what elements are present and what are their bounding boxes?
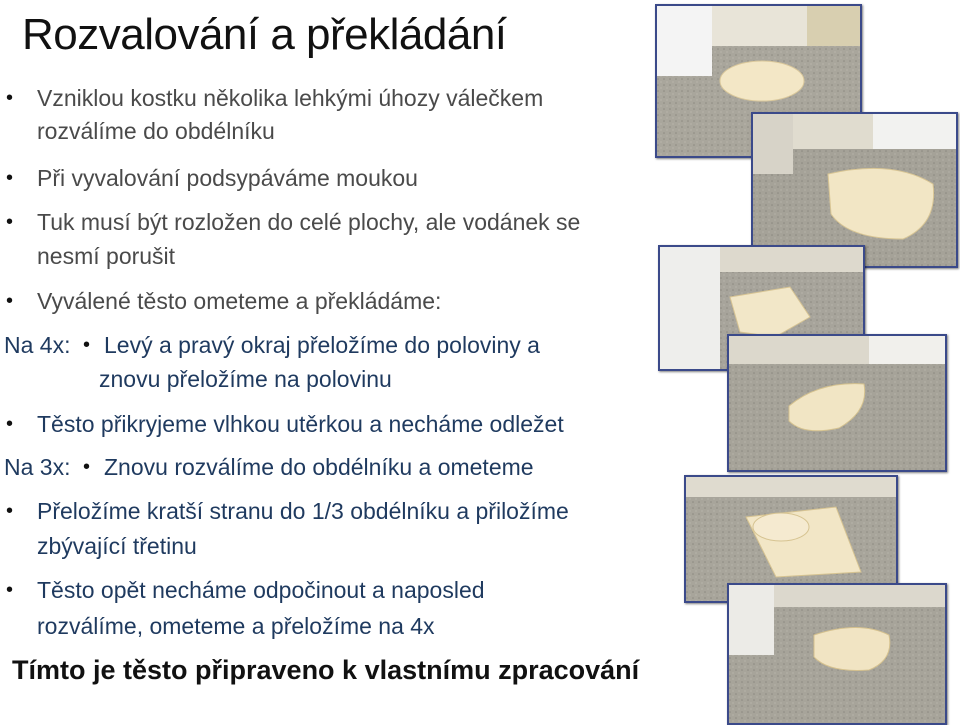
bullet-icon: • bbox=[6, 413, 14, 435]
bullet-icon: • bbox=[6, 290, 14, 312]
bullet-line-4: Vyválené těsto ometeme a překládáme: bbox=[37, 288, 442, 314]
bullet-line-9: Těsto opět necháme odpočinout a naposled bbox=[37, 577, 485, 603]
step-prefix-4x: Na 4x: bbox=[4, 332, 71, 358]
bullet-line-1-cont: rozválíme do obdélníku bbox=[37, 118, 275, 144]
bullet-icon: • bbox=[83, 334, 91, 356]
bullet-icon: • bbox=[6, 211, 14, 233]
bullet-icon: • bbox=[6, 579, 14, 601]
bullet-line-3-cont: nesmí porušit bbox=[37, 243, 176, 269]
step-prefix-3x: Na 3x: bbox=[4, 454, 71, 480]
bullet-line-8: Přeložíme kratší stranu do 1/3 obdélníku a přiložíme bbox=[37, 498, 569, 524]
bullet-line-3: Tuk musí být rozložen do celé plochy, ale vodánek se bbox=[37, 209, 581, 235]
dough-photo-6 bbox=[727, 583, 947, 725]
bullet-line-6: Těsto přikryjeme vlhkou utěrkou a necháme odležet bbox=[37, 411, 564, 437]
bullet-icon: • bbox=[6, 500, 14, 522]
bullet-line-2: Při vyvalování podsypáváme moukou bbox=[37, 165, 418, 191]
slide-title: Rozvalování a překládání bbox=[22, 10, 507, 59]
dough-photo-4 bbox=[727, 334, 947, 472]
bullet-icon: • bbox=[83, 456, 91, 478]
bullet-line-8-cont: zbývající třetinu bbox=[37, 533, 197, 559]
bullet-icon: • bbox=[6, 87, 14, 109]
bullet-line-5: Levý a pravý okraj přeložíme do poloviny a bbox=[104, 332, 540, 358]
bullet-line-7: Znovu rozválíme do obdélníku a ometeme bbox=[104, 454, 534, 480]
final-statement: Tímto je těsto připraveno k vlastnímu zpracování bbox=[12, 655, 640, 685]
bullet-line-9-cont: rozválíme, ometeme a přeložíme na 4x bbox=[37, 613, 435, 639]
bullet-icon: • bbox=[6, 167, 14, 189]
bullet-line-5-cont: znovu přeložíme na polovinu bbox=[99, 366, 392, 392]
bullet-line-1: Vzniklou kostku několika lehkými úhozy válečkem bbox=[37, 85, 544, 111]
